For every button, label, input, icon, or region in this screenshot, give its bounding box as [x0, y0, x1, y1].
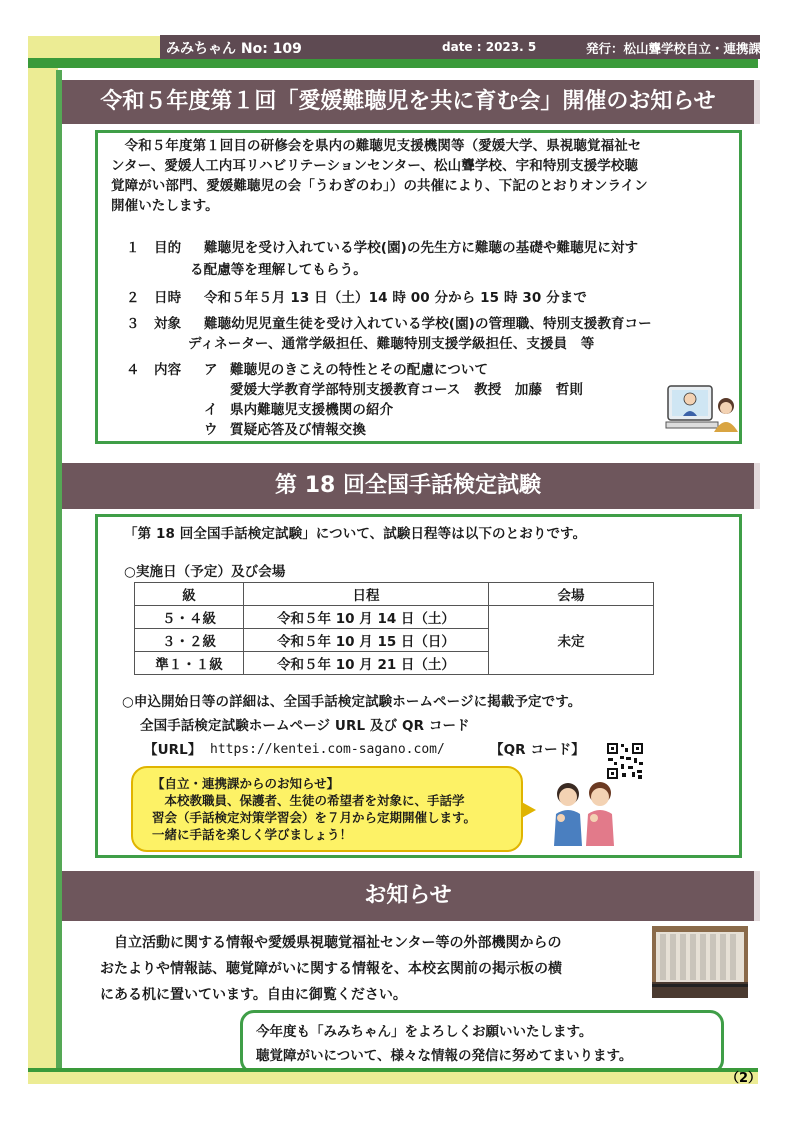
sub-mark: ア — [204, 362, 218, 378]
qr-label: 【QR コード】 — [490, 742, 585, 758]
sub-mark: ウ — [204, 422, 218, 438]
notice-line: 習会（手話検定対策学習会）を７月から定期開催します。 — [152, 810, 477, 825]
body-line: おたよりや情報誌、聴覚障がいに関する情報を、本校玄関前の掲示板の横 — [100, 961, 562, 977]
item-number: ３ — [126, 316, 140, 332]
item-label: 対象 — [154, 316, 182, 332]
intro-line: 開催いたします。 — [111, 198, 219, 214]
table-row — [135, 606, 654, 629]
table-header: 級 — [135, 583, 244, 606]
notice-title: 【自立・連携課からのお知らせ】 — [152, 776, 340, 791]
brochure-rack-photo — [652, 926, 748, 998]
exam-schedule-table — [134, 582, 654, 675]
header-bar — [160, 35, 760, 59]
table-header: 会場 — [489, 583, 654, 606]
section1-title: 令和５年度第１回「愛媛難聴児を共に育む会」開催のお知らせ — [100, 89, 716, 114]
newsletter-name: みみちゃん No: 109 — [166, 41, 302, 57]
section1-intro — [111, 136, 735, 216]
item-number: １ — [126, 240, 140, 256]
closing-line: 聴覚障がいについて、様々な情報の発信に努めてまいります。 — [256, 1048, 633, 1064]
item-text: 難聴児を受け入れている学校(園)の先生方に難聴の基礎や難聴児に対す — [204, 240, 639, 256]
item-number: ４ — [126, 362, 140, 378]
closing-line: 今年度も「みみちゃん」をよろしくお願いいたします。 — [256, 1024, 593, 1040]
table-cell: 準１・１級 — [135, 652, 244, 675]
body-line: にある机に置いています。自由に御覧ください。 — [100, 987, 407, 1003]
item-number: ２ — [126, 290, 140, 306]
intro-line: 令和５年度第１回目の研修会を県内の難聴児支援機関等（愛媛大学、県視聴覚福祉セ — [111, 138, 642, 154]
schedule-subhead: ○実施日（予定）及び会場 — [124, 564, 286, 580]
venue-cell: 未定 — [489, 606, 654, 675]
sub-text: 県内難聴児支援機関の紹介 — [230, 402, 394, 418]
item-text: ディネーター、通常学級担任、難聴特別支援学級担任、支援員 等 — [188, 336, 595, 352]
exam-url-link[interactable]: https://kentei.com-sagano.com/ — [210, 742, 445, 757]
publisher: 発行：松山聾学校自立・連携課 — [586, 41, 762, 56]
section3-body — [100, 930, 562, 1008]
left-yellow-border — [28, 58, 58, 1068]
table-cell: 令和５年 10 月 15 日（日） — [244, 629, 489, 652]
online-meeting-illustration — [664, 382, 740, 438]
section1-banner — [62, 80, 760, 124]
intro-line: 覚障がい部門、愛媛難聴児の会「うわぎのわ」）の共催により、下記のとおりオンライン — [111, 178, 648, 194]
footer-yellow-band — [28, 1072, 758, 1084]
homepage-label: 全国手話検定試験ホームページ URL 及び QR コード — [140, 718, 470, 734]
item-text: 難聴幼児児童生徒を受け入れている学校(園)の管理職、特別支援教育コー — [204, 316, 652, 332]
header-green-band — [28, 58, 758, 68]
closing-message — [256, 1020, 632, 1068]
qr-code-icon[interactable] — [606, 742, 644, 780]
item-label: 内容 — [154, 362, 182, 378]
table-cell: ３・２級 — [135, 629, 244, 652]
sub-text: 難聴児のきこえの特性とその配慮について — [230, 362, 489, 378]
section2-banner — [62, 463, 760, 509]
section2-intro: 「第 18 回全国手話検定試験」について、試験日程等は以下のとおりです。 — [124, 526, 587, 542]
intro-line: ンター、愛媛人工内耳リハビリテーションセンター、松山聾学校、宇和特別支援学校聴 — [111, 158, 639, 174]
sub-text: 質疑応答及び情報交換 — [230, 422, 366, 438]
table-cell: ５・４級 — [135, 606, 244, 629]
issue-date: date : 2023. 5 — [442, 40, 537, 54]
apply-note: ○申込開始日等の詳細は、全国手話検定試験ホームページに掲載予定です。 — [122, 694, 582, 710]
section3-banner — [62, 871, 760, 921]
item-label: 目的 — [154, 240, 182, 256]
notice-line: 本校教職員、保護者、生徒の希望者を対象に、手話学 — [152, 793, 465, 808]
table-cell: 令和５年 10 月 14 日（土） — [244, 606, 489, 629]
section2-title: 第 18 回全国手話検定試験 — [275, 473, 541, 498]
table-header-row — [135, 583, 654, 606]
item-text: 令和５年５月 13 日（土）14 時 00 分から 15 時 30 分まで — [204, 290, 587, 306]
section3-title: お知らせ — [364, 883, 452, 908]
sign-language-illustration — [548, 776, 620, 848]
item-label: 日時 — [154, 290, 182, 306]
sub-text: 愛媛大学教育学部特別支援教育コース 教授 加藤 哲則 — [230, 382, 583, 398]
sub-mark: イ — [204, 402, 218, 418]
url-label: 【URL】 — [144, 742, 202, 758]
notice-text — [152, 775, 524, 843]
item-text: る配慮等を理解してもらう。 — [190, 262, 367, 278]
notice-line: 一緒に手話を楽しく学びましょう！ — [152, 827, 353, 842]
page-number: （2） — [726, 1071, 762, 1086]
table-header: 日程 — [244, 583, 489, 606]
body-line: 自立活動に関する情報や愛媛県視聴覚福祉センター等の外部機関からの — [100, 935, 562, 951]
table-cell: 令和５年 10 月 21 日（土） — [244, 652, 489, 675]
